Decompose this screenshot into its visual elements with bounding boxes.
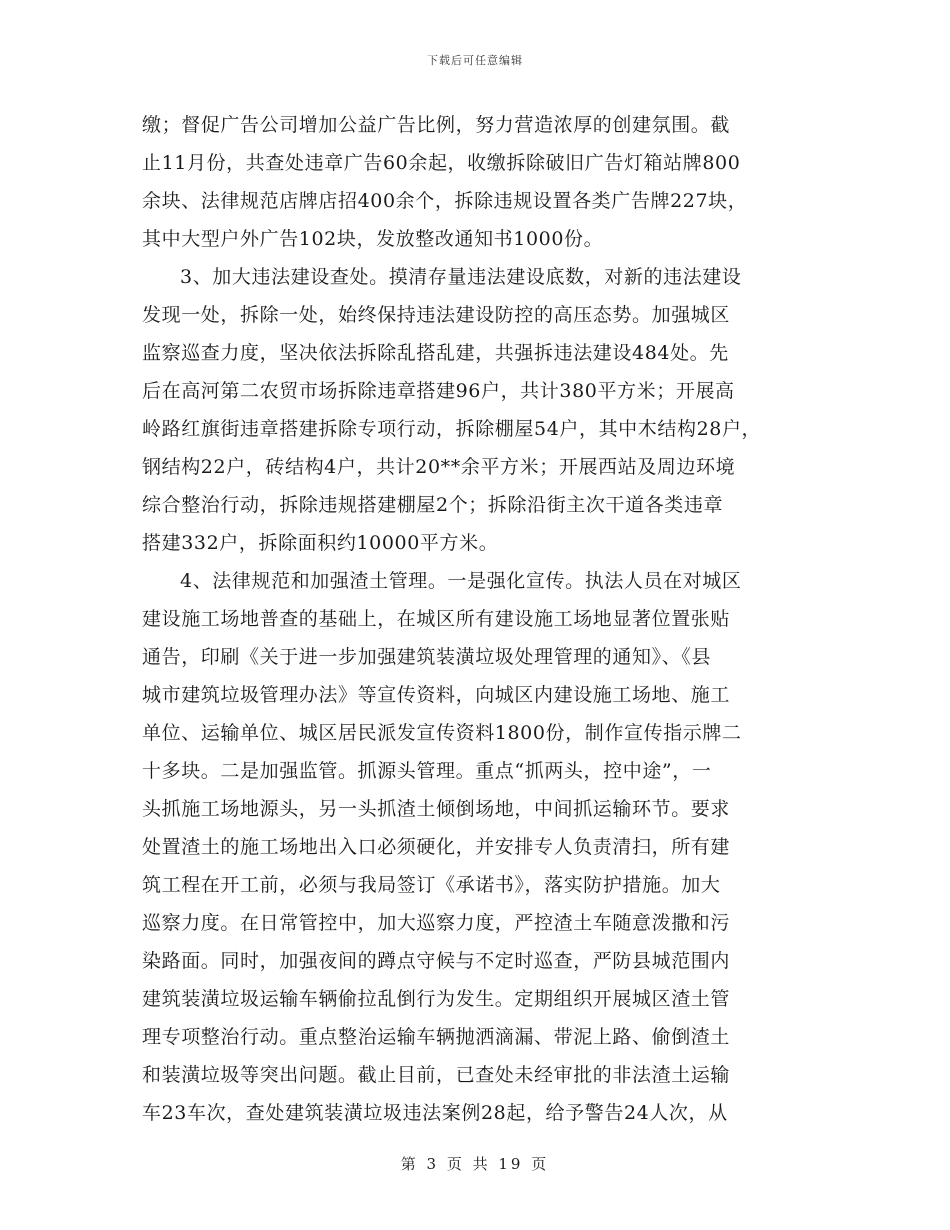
- text-line: 巡察力度。在日常管控中，加大巡察力度，严控渣土车随意泼撒和污: [142, 912, 731, 934]
- text-line: 发现一处，拆除一处，始终保持违法建设防控的高压态势。加强城区: [142, 304, 731, 326]
- text-line: 筑工程在开工前，必须与我局签订《承诺书》，落实防护措施。加大: [142, 874, 721, 896]
- text-line: 十多块。二是加强监管。抓源头管理。重点“抓两头，控中途”，一: [142, 760, 712, 782]
- text-line: 处置渣土的施工场地出入口必须硬化，并安排专人负责清扫，所有建: [142, 836, 731, 858]
- text-line: 建设施工场地普查的基础上，在城区所有建设施工场地显著位置张贴: [142, 608, 731, 630]
- paragraph-start-line: 3、加大违法建设查处。摸清存量违法建设底数，对新的违法建设: [180, 266, 742, 288]
- text-line: 钢结构22户，砖结构4户，共计20**余平方米；开展西站及周边环境: [142, 456, 736, 478]
- text-line: 通告，印刷《关于进一步加强建筑装潢垃圾处理管理的通知》、《县: [142, 646, 712, 668]
- text-line: 头抓施工场地源头，另一头抓渣土倾倒场地，中间抓运输环节。要求: [142, 798, 731, 820]
- page-number-footer: 第 3 页 共 19 页: [400, 1155, 550, 1173]
- text-line: 单位、运输单位、城区居民派发宣传资料1800份，制作宣传指示牌二: [142, 722, 742, 744]
- text-line: 监察巡查力度，坚决依法拆除乱搭乱建，共强拆违法建设484处。先: [142, 342, 729, 364]
- text-line: 后在高河第二农贸市场拆除违章搭建96户，共计380平方米；开展高: [142, 380, 735, 402]
- text-line: 车23车次，查处建筑装潢垃圾违法案例28起，给予警告24人次，从: [142, 1102, 728, 1124]
- text-line: 染路面。同时，加强夜间的蹲点守候与不定时巡查，严防县城范围内: [142, 950, 731, 972]
- text-line: 和装潢垃圾等突出问题。截止目前，已查处未经审批的非法渣土运输: [142, 1064, 731, 1086]
- text-line: 岭路红旗街违章搭建拆除专项行动，拆除棚屋54户，其中木结构28户，: [142, 418, 762, 440]
- page-header-note: 下载后可任意编辑: [427, 54, 523, 67]
- text-line: 城市建筑垃圾管理办法》等宣传资料，向城区内建设施工场地、施工: [142, 684, 731, 706]
- text-line: 理专项整治行动。重点整治运输车辆抛洒滴漏、带泥上路、偷倒渣土: [142, 1026, 731, 1048]
- text-line: 余块、法律规范店牌店招400余个，拆除违规设置各类广告牌227块，: [142, 190, 748, 212]
- paragraph-start-line: 4、法律规范和加强渣土管理。一是强化宣传。执法人员在对城区: [180, 570, 742, 592]
- text-line: 止11月份，共查处违章广告60余起，收缴拆除破旧广告灯箱站牌800: [142, 152, 741, 174]
- text-line: 建筑装潢垃圾运输车辆偷拉乱倒行为发生。定期组织开展城区渣土管: [142, 988, 731, 1010]
- text-line: 综合整治行动，拆除违规搭建棚屋2个；拆除沿街主次干道各类违章: [142, 494, 724, 516]
- document-body: [142, 106, 802, 1132]
- text-line: 其中大型户外广告102块，发放整改通知书1000份。: [142, 228, 604, 250]
- text-line: 缴；督促广告公司增加公益广告比例，努力营造浓厚的创建氛围。截: [142, 114, 731, 136]
- text-line: 搭建332户，拆除面积约10000平方米。: [142, 532, 499, 554]
